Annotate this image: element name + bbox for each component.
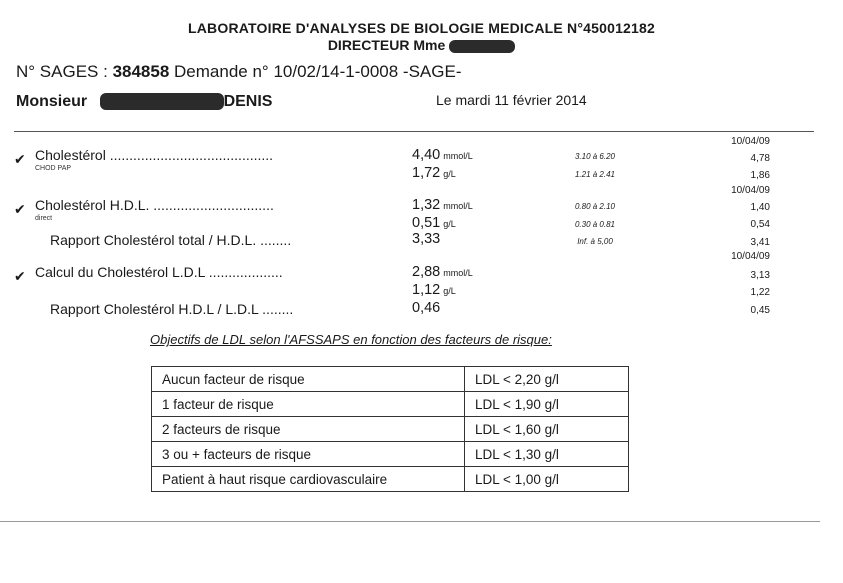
director-label: DIRECTEUR Mme: [327, 37, 446, 53]
method-label: CHOD PAP: [35, 165, 72, 172]
previous-value: 3,41: [750, 237, 770, 248]
reference-range: 0.30 à 0.81: [574, 220, 616, 229]
redacted-patient-surname: [100, 93, 224, 110]
header-divider: [14, 131, 814, 132]
ldl-target-cell: LDL < 1,60 g/l: [465, 417, 629, 442]
result-value: 0,51 g/L: [412, 215, 456, 231]
patient-first-name: DENIS: [223, 93, 273, 110]
previous-value: 1,22: [750, 287, 770, 298]
patient-title: Monsieur: [16, 93, 88, 110]
result-value: 4,40 mmol/L: [412, 147, 473, 163]
table-row: [152, 442, 629, 467]
objectives-title: Objectifs de LDL selon l'AFSSAPS en fonction des facteurs de risque:: [150, 332, 552, 347]
table-row: [152, 367, 629, 392]
ldl-target-cell: LDL < 2,20 g/l: [465, 367, 629, 392]
ldl-target-cell: LDL < 1,90 g/l: [465, 392, 629, 417]
request-line: [16, 62, 462, 82]
result-value: 0,46: [412, 300, 441, 316]
lab-name: LABORATOIRE D'ANALYSES DE BIOLOGIE MEDICALE N°450012182: [188, 20, 655, 36]
director-line: [0, 37, 843, 53]
reference-range: 0.80 à 2.10: [574, 202, 616, 211]
result-value: 1,12 g/L: [412, 282, 456, 298]
risk-factor-cell: 1 facteur de risque: [152, 392, 465, 417]
previous-value: 3,13: [750, 270, 770, 281]
demande-number: Demande n° 10/02/14-1-0008 -SAGE-: [174, 62, 462, 81]
previous-value: 4,78: [750, 153, 770, 164]
previous-value: 1,40: [750, 202, 770, 213]
risk-factor-cell: Aucun facteur de risque: [152, 367, 465, 392]
risk-factor-cell: 3 ou + facteurs de risque: [152, 442, 465, 467]
redacted-director-name: [449, 40, 515, 53]
report-date: Le mardi 11 février 2014: [436, 92, 587, 108]
test-name-cholesterol: Cholestérol ..........................................: [35, 147, 274, 163]
table-row: [152, 467, 629, 492]
checkmark-icon: ✔: [14, 151, 26, 167]
reference-range: Inf. à 5,00: [577, 237, 613, 246]
reference-range: 3.10 à 6.20: [574, 152, 616, 161]
test-name-hdl: Cholestérol H.D.L. ...............................: [35, 197, 274, 213]
reference-range: 1.21 à 2.41: [574, 170, 616, 179]
ldl-target-cell: LDL < 1,30 g/l: [465, 442, 629, 467]
result-value: 1,32 mmol/L: [412, 197, 473, 213]
test-name-ldl: Calcul du Cholestérol L.D.L ...................: [35, 264, 283, 280]
patient-line: [16, 93, 272, 111]
previous-value: 1,86: [750, 170, 770, 181]
previous-date: 10/04/09: [731, 185, 770, 196]
ldl-target-cell: LDL < 1,00 g/l: [465, 467, 629, 492]
sages-label: N° SAGES :: [16, 62, 108, 81]
previous-date: 10/04/09: [731, 136, 770, 147]
risk-factor-cell: Patient à haut risque cardiovasculaire: [152, 467, 465, 492]
previous-value: 0,45: [750, 305, 770, 316]
result-value: 2,88 mmol/L: [412, 264, 473, 280]
method-label: direct: [35, 215, 53, 222]
previous-value: 0,54: [750, 219, 770, 230]
page-edge-line: [0, 521, 820, 522]
table-row: [152, 417, 629, 442]
result-value: 3,33: [412, 231, 441, 247]
checkmark-icon: ✔: [14, 201, 26, 217]
test-name-ratio-hdl-ldl: Rapport Cholestérol H.D.L / L.D.L ........: [50, 301, 294, 317]
checkmark-icon: ✔: [14, 268, 26, 284]
ldl-objectives-table: [151, 366, 629, 492]
previous-date: 10/04/09: [731, 251, 770, 262]
sages-number: 384858: [112, 62, 170, 81]
test-name-ratio-total-hdl: Rapport Cholestérol total / H.D.L. ........: [50, 232, 292, 248]
result-value: 1,72 g/L: [412, 165, 456, 181]
risk-factor-cell: 2 facteurs de risque: [152, 417, 465, 442]
table-row: [152, 392, 629, 417]
